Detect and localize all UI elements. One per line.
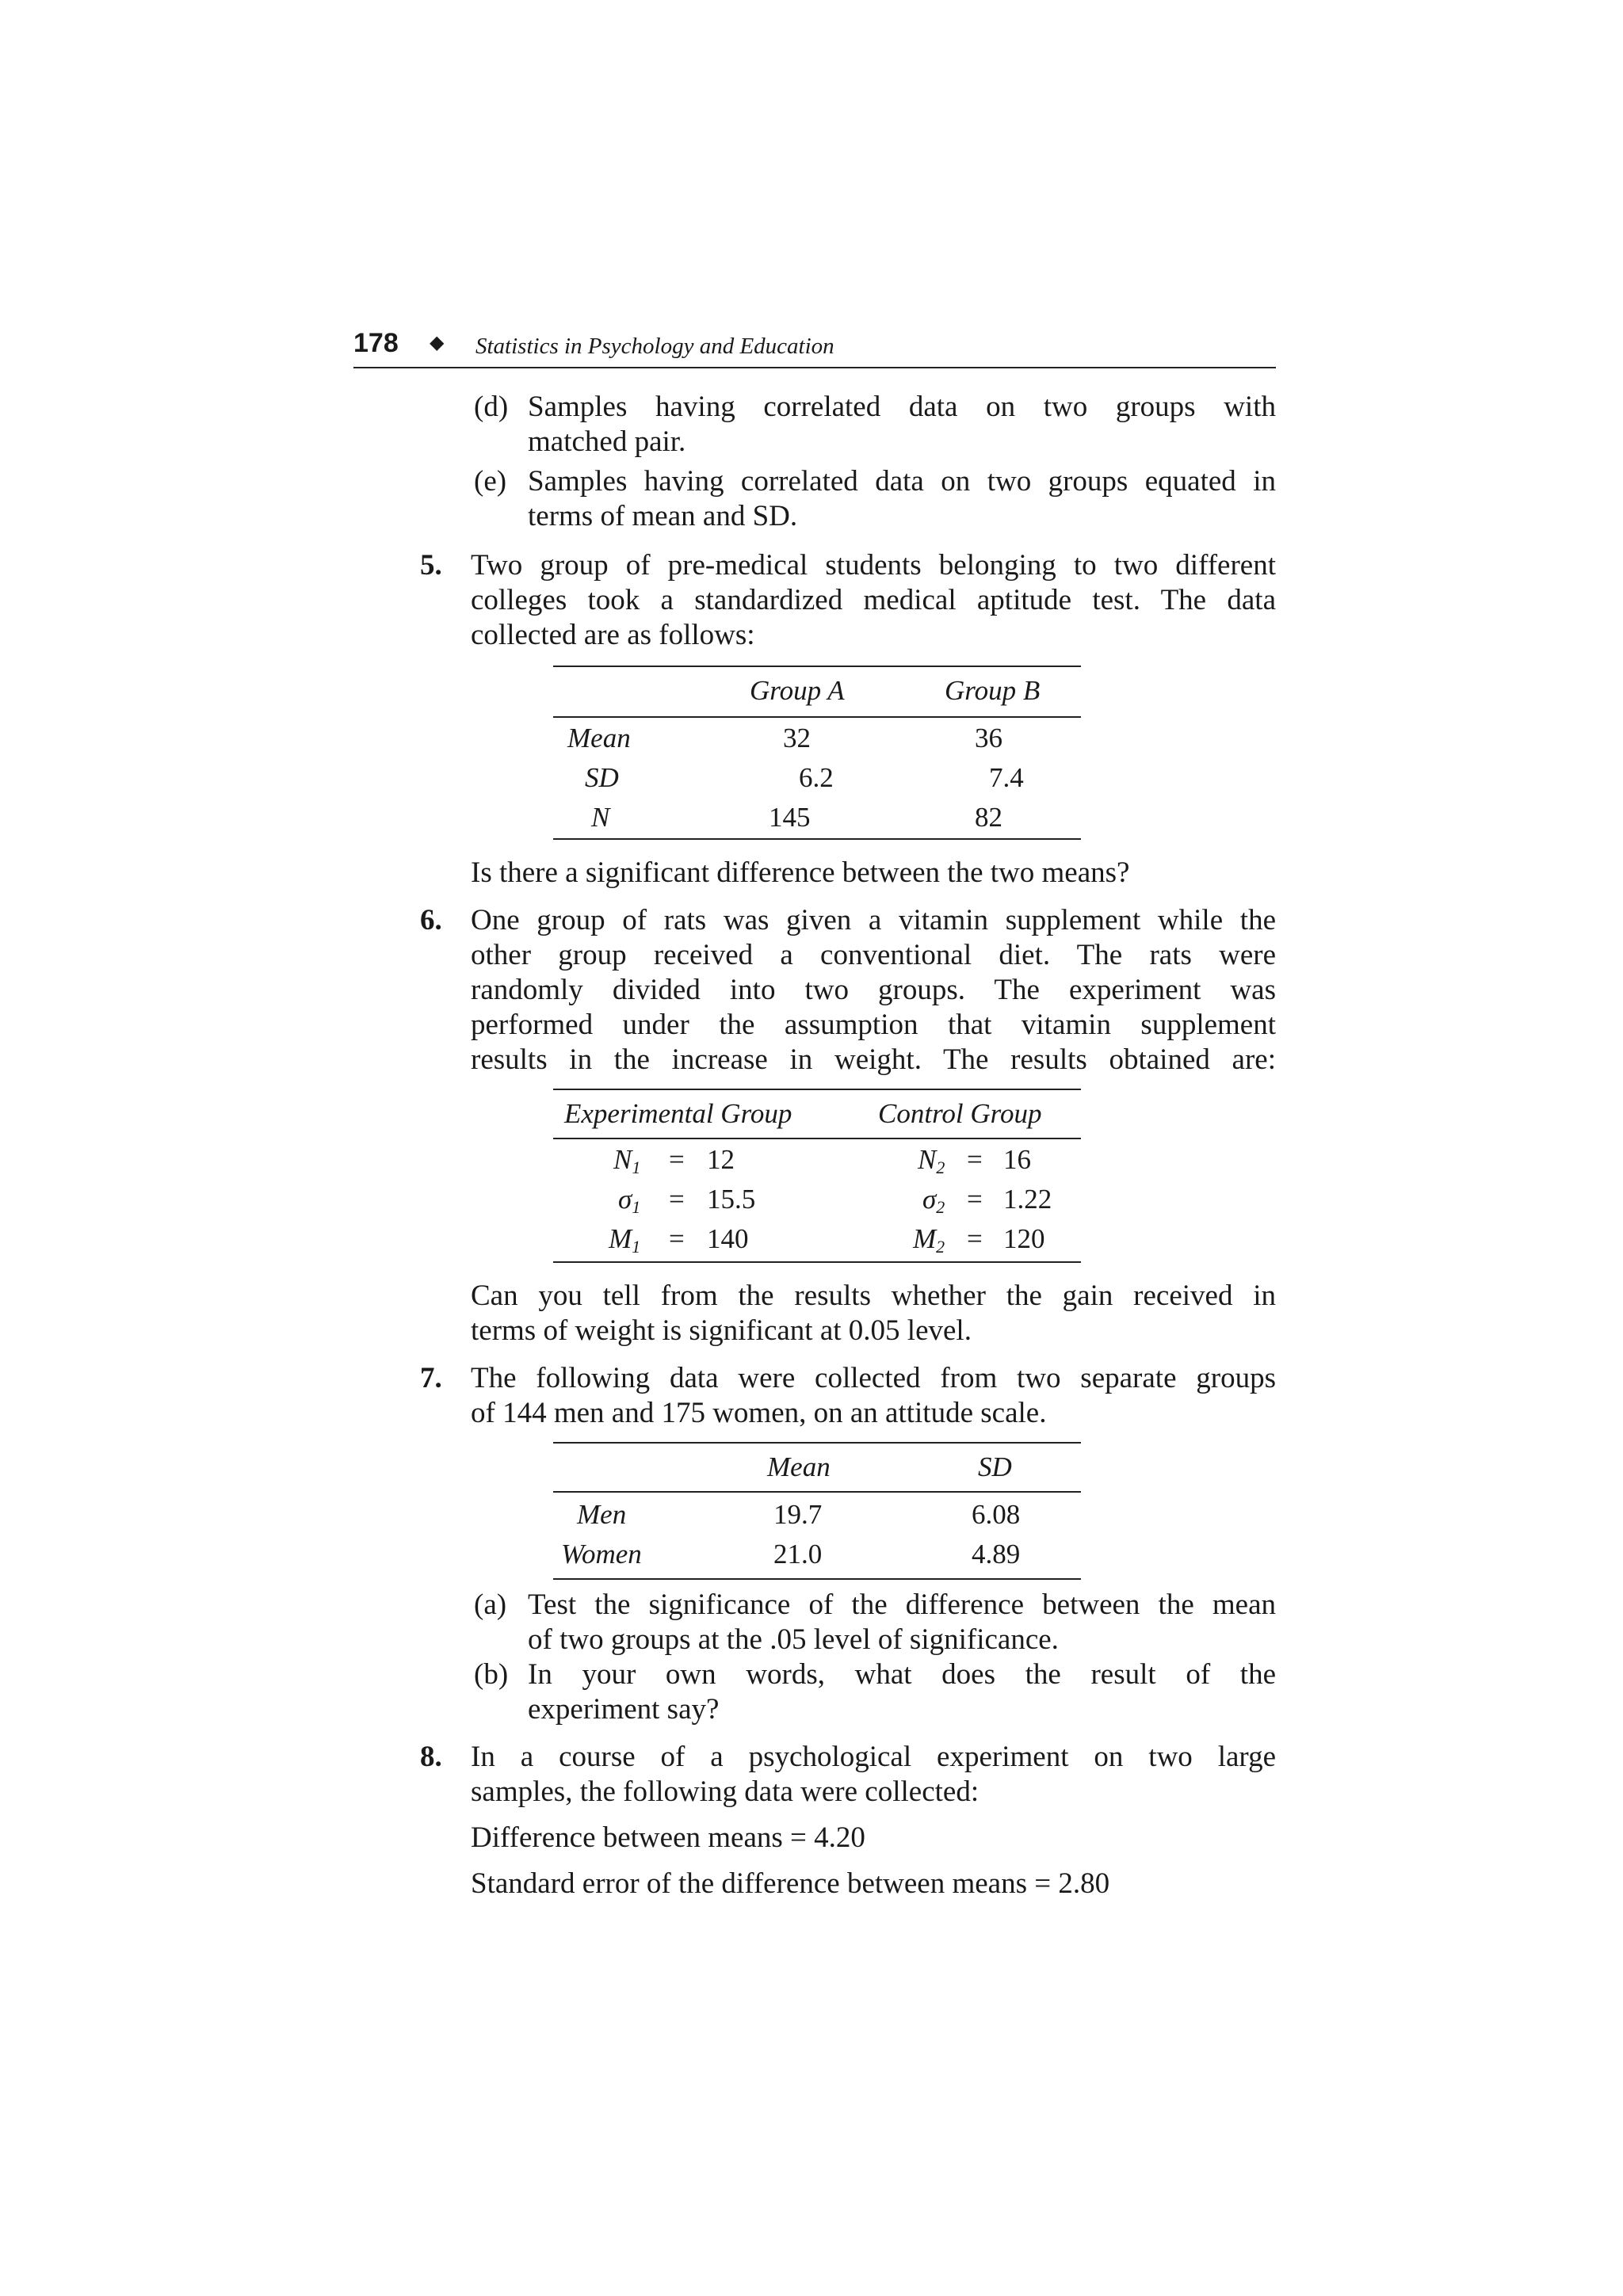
q6-symbol: $M_2$ <box>913 1223 945 1257</box>
q6-equals: = <box>669 1184 685 1215</box>
q5-cell: 145 <box>769 802 811 833</box>
q6-line: randomly divided into two groups. The experiment was <box>471 974 1276 1006</box>
q5-row-label: SD <box>585 762 619 793</box>
q7-cell: 21.0 <box>773 1539 823 1569</box>
q7-sub-a-label: (a) <box>474 1589 507 1621</box>
q5-row-label: Mean <box>567 723 631 753</box>
q6-question-line: terms of weight is significant at 0.05 level. <box>471 1314 972 1347</box>
q6-symbol: $\sigma_1$ <box>618 1184 641 1217</box>
q6-symbol: $M_1$ <box>609 1223 641 1257</box>
running-title: Statistics in Psychology and Education <box>475 334 834 359</box>
q8-line: samples, the following data were collected: <box>471 1775 980 1808</box>
q5-header-group-a: Group A <box>750 675 845 706</box>
q6-value: 140 <box>707 1223 749 1254</box>
q6-equals: = <box>967 1184 983 1215</box>
q5-cell: 6.2 <box>799 762 834 793</box>
q5-data-table <box>553 666 1081 841</box>
q7-cell: 19.7 <box>773 1499 823 1530</box>
item-e-label: (e) <box>474 465 507 498</box>
q5-cell: 7.4 <box>989 762 1024 793</box>
q7-sub-b-line2: experiment say? <box>528 1693 720 1726</box>
q7-sub-b-label: (b) <box>474 1658 509 1691</box>
q7-row-label: Women <box>561 1539 642 1569</box>
q6-data-table <box>553 1089 1081 1264</box>
q5-line: colleges took a standardized medical aptitude test. The data <box>471 584 1276 616</box>
item-d-line2: matched pair. <box>528 425 686 458</box>
q7-line: of 144 men and 175 women, on an attitude scale. <box>471 1397 1047 1429</box>
q5-cell: 82 <box>975 802 1002 833</box>
q6-value: 16 <box>1003 1144 1031 1175</box>
q7-header-mean: Mean <box>767 1451 831 1482</box>
q7-sub-a-line2: of two groups at the .05 level of significance. <box>528 1623 1059 1656</box>
page-number: 178 <box>353 328 399 358</box>
item-d-label: (d) <box>474 391 509 423</box>
q5-header-group-b: Group B <box>945 675 1041 706</box>
q8-standard-error: Standard error of the difference between means = 2.80 <box>471 1867 1110 1900</box>
q6-header-control: Control Group <box>878 1098 1042 1129</box>
q6-symbol: $N_1$ <box>613 1144 641 1177</box>
q8-difference-between-means: Difference between means = 4.20 <box>471 1821 865 1854</box>
running-header <box>353 322 1276 368</box>
diamond-icon: ◆ <box>430 333 445 353</box>
q6-line: other group received a conventional diet. The rats were <box>471 939 1276 971</box>
q6-symbol: $N_2$ <box>918 1144 945 1177</box>
q7-line: The following data were collected from two separate groups <box>471 1362 1276 1394</box>
item-d-line1: Samples having correlated data on two groups with <box>528 391 1276 423</box>
q6-symbol: $\sigma_2$ <box>922 1184 945 1217</box>
q8-line: In a course of a psychological experiment on two large <box>471 1741 1276 1773</box>
item-e-line2: terms of mean and SD. <box>528 500 798 532</box>
q7-cell: 6.08 <box>972 1499 1021 1530</box>
question-5-number: 5. <box>420 549 442 582</box>
q6-line: One group of rats was given a vitamin supplement while the <box>471 904 1276 936</box>
item-e-line1: Samples having correlated data on two groups equated in <box>528 465 1276 498</box>
q6-line: results in the increase in weight. The results obtained are: <box>471 1043 1276 1076</box>
q6-equals: = <box>967 1144 983 1175</box>
q6-value: 1.22 <box>1003 1184 1052 1215</box>
q7-sub-b-line1: In your own words, what does the result of the <box>528 1658 1276 1691</box>
q5-question: Is there a significant difference between the two means? <box>471 856 1130 889</box>
q6-value: 15.5 <box>707 1184 756 1215</box>
q5-row-label: N <box>591 802 610 833</box>
q6-question-line: Can you tell from the results whether the gain received in <box>471 1280 1276 1312</box>
question-7-number: 7. <box>420 1362 442 1394</box>
q7-cell: 4.89 <box>972 1539 1021 1569</box>
q6-value: 120 <box>1003 1223 1045 1254</box>
q7-header-sd: SD <box>978 1451 1012 1482</box>
q5-cell: 36 <box>975 723 1002 753</box>
q7-sub-a-line1: Test the significance of the difference between the mean <box>528 1589 1276 1621</box>
q6-equals: = <box>669 1144 685 1175</box>
q6-line: performed under the assumption that vitamin supplement <box>471 1009 1276 1041</box>
q7-row-label: Men <box>577 1499 627 1530</box>
q6-value: 12 <box>707 1144 735 1175</box>
q5-line: Two group of pre-medical students belonging to two different <box>471 549 1276 582</box>
q6-equals: = <box>967 1223 983 1254</box>
question-6-number: 6. <box>420 904 442 936</box>
question-8-number: 8. <box>420 1741 442 1773</box>
q5-cell: 32 <box>783 723 811 753</box>
q7-data-table <box>553 1442 1081 1581</box>
q5-line: collected are as follows: <box>471 619 755 651</box>
q6-equals: = <box>669 1223 685 1254</box>
q6-header-experimental: Experimental Group <box>564 1098 792 1129</box>
